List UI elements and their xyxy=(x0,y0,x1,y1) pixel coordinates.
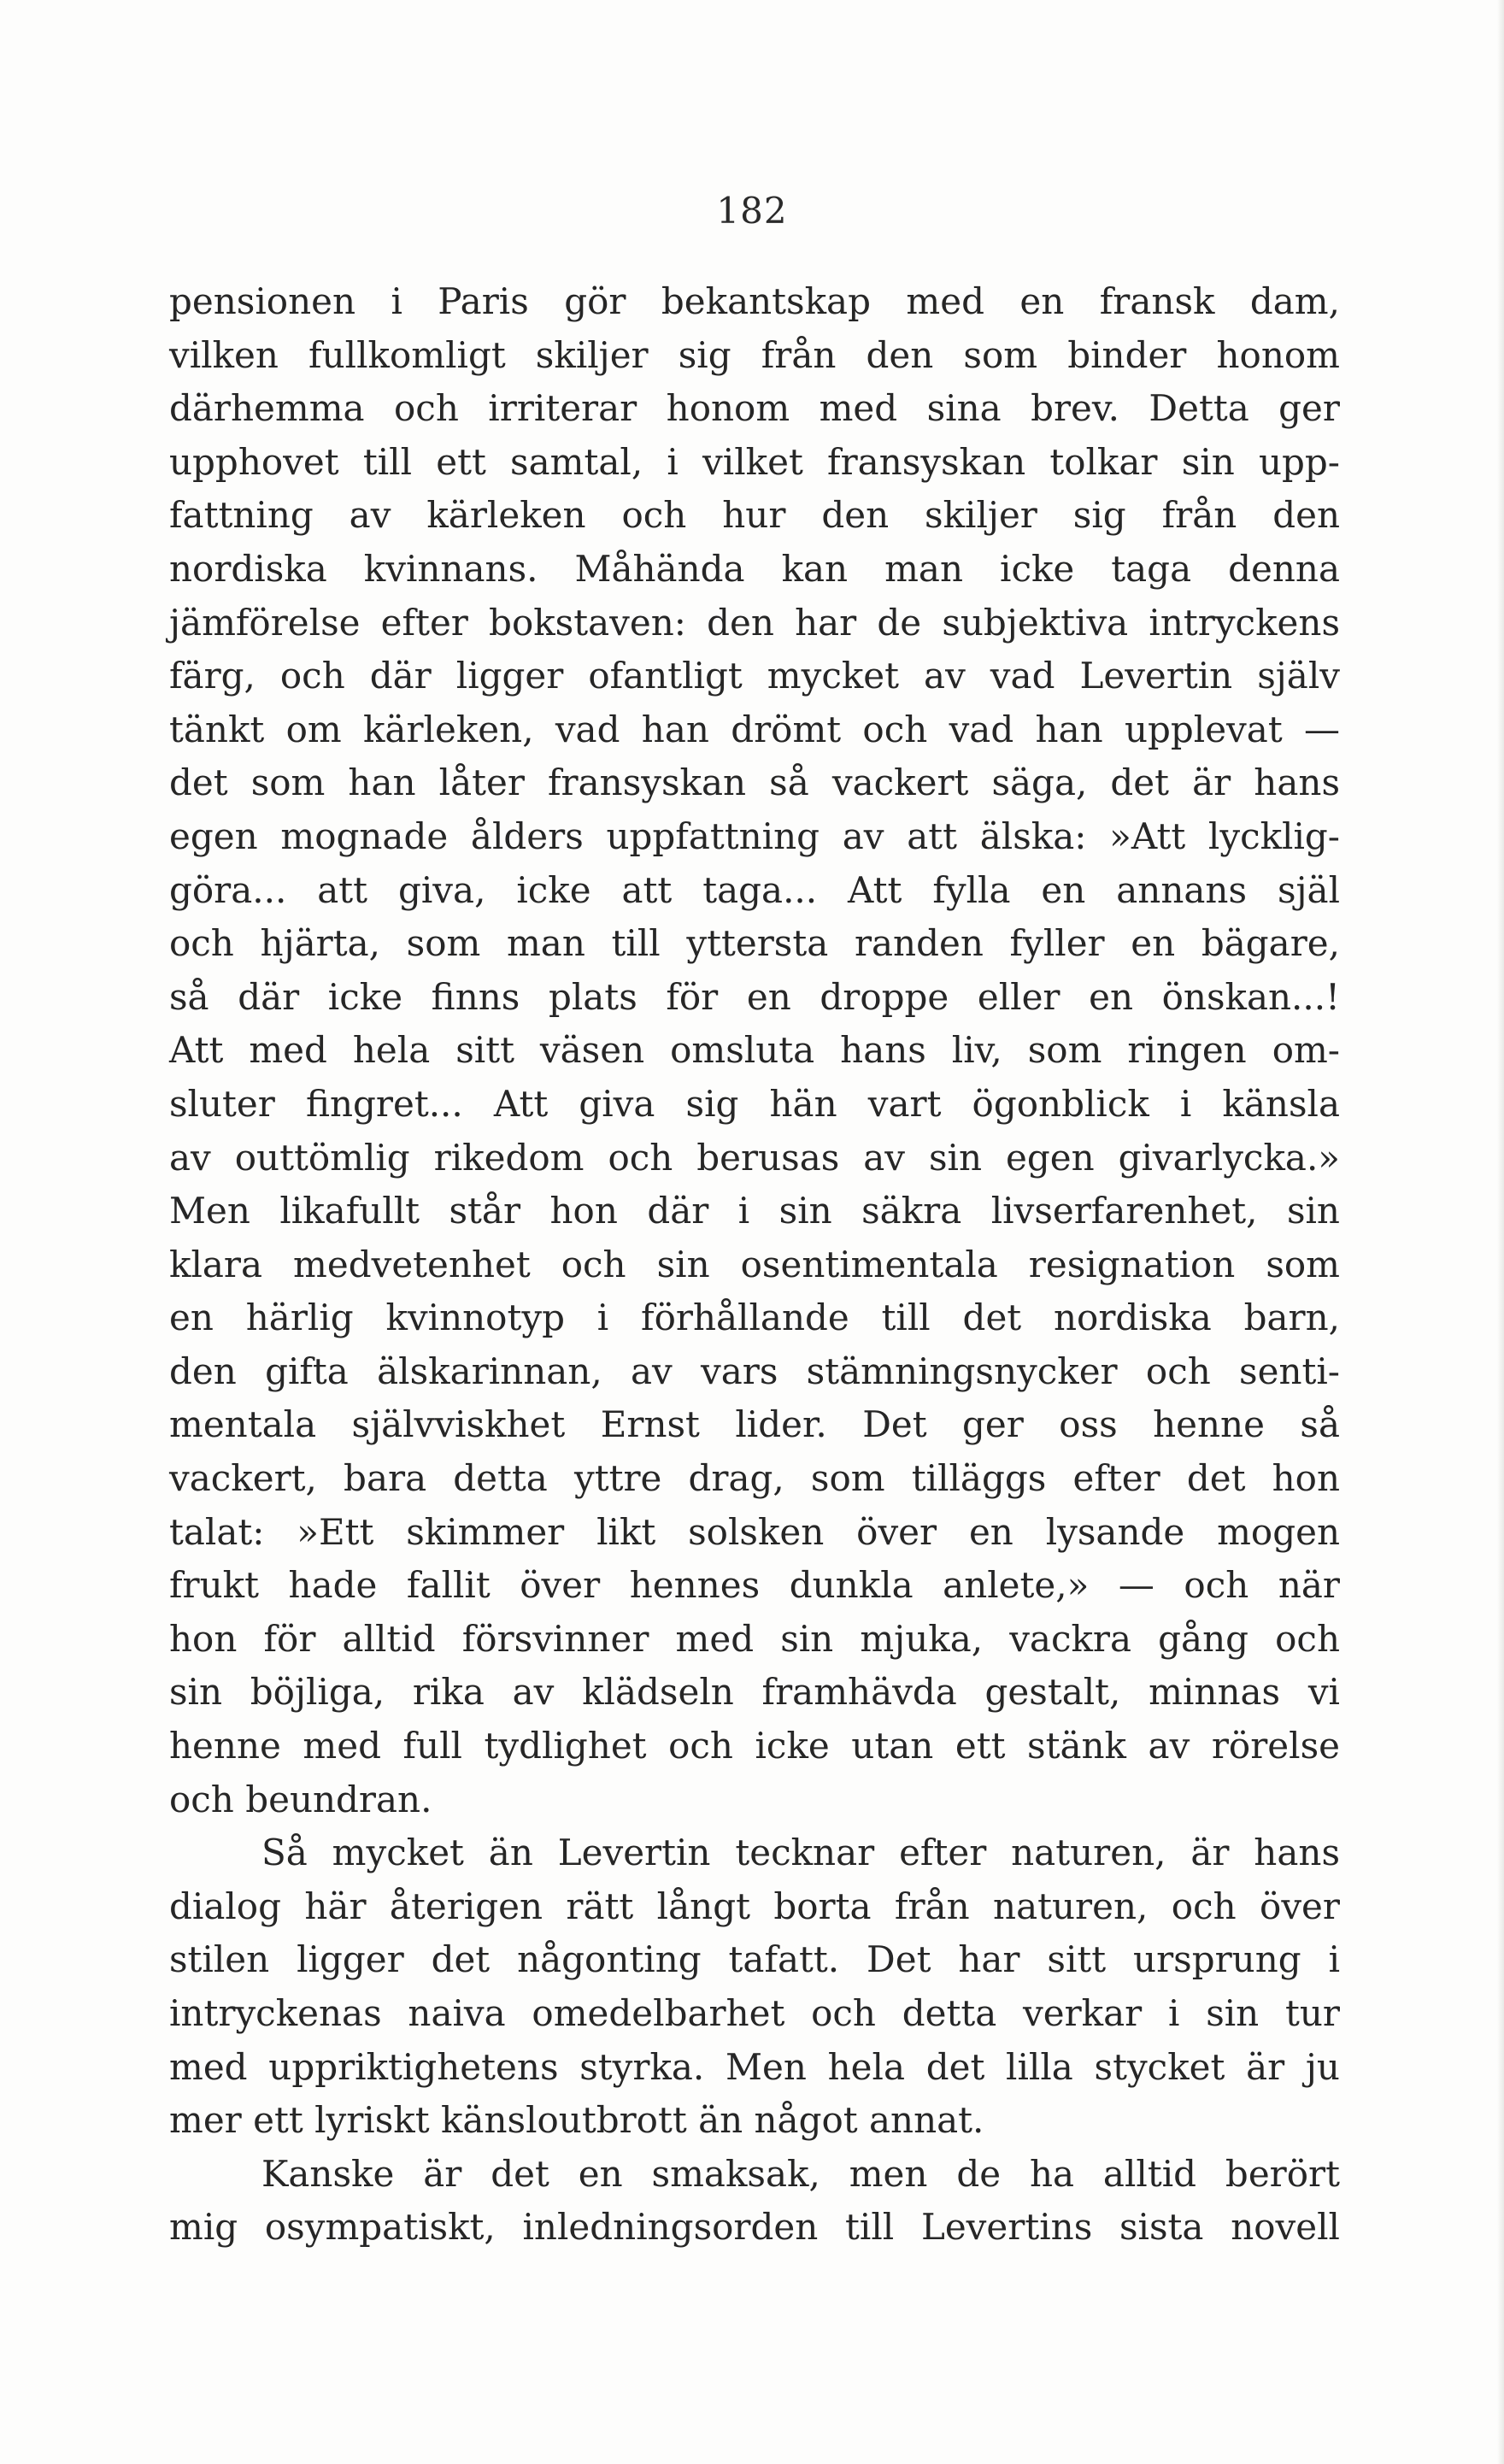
text-line: henne med full tydlighet och icke utan ett stänk av rörelse xyxy=(169,1725,1340,1767)
text-line: sin böjliga, rika av klädseln framhävda gestalt, minnas vi xyxy=(169,1671,1340,1714)
text-line: upphovet till ett samtal, i vilket fransyskan tolkar sin upp- xyxy=(169,440,1340,483)
text-line: frukt hade fallit över hennes dunkla anlete,» — och när xyxy=(169,1564,1340,1607)
text-line: färg, och där ligger ofantligt mycket av vad Levertin själv xyxy=(169,655,1340,697)
body-text xyxy=(169,275,1340,2255)
text-line: klara medvetenhet och sin osentimentala resignation som xyxy=(169,1243,1340,1285)
text-line: sluter fingret... Att giva sig hän vart ögonblick i känsla xyxy=(169,1082,1340,1125)
text-line: göra... att giva, icke att taga... Att fylla en annans själ xyxy=(169,868,1340,911)
text-line: dialog här återigen rätt långt borta från naturen, och över xyxy=(169,1885,1340,1927)
text-line: Men likafullt står hon där i sin säkra livserfarenhet, sin xyxy=(169,1190,1340,1232)
text-line: stilen ligger det någonting tafatt. Det har sitt ursprung i xyxy=(169,1938,1340,1981)
text-line: mentala självviskhet Ernst lider. Det ger oss henne så xyxy=(169,1403,1340,1446)
text-line: vilken fullkomligt skiljer sig från den som binder honom xyxy=(169,333,1340,376)
text-line: fattning av kärleken och hur den skiljer sig från den xyxy=(169,494,1340,537)
page-number: 182 xyxy=(716,190,788,232)
text-line: mer ett lyriskt känsloutbrott än något annat. xyxy=(169,2099,984,2142)
text-line: intryckenas naiva omedelbarhet och detta verkar i sin tur xyxy=(169,1992,1340,2034)
paragraph-start-line: Kanske är det en smaksak, men de ha alltid berört xyxy=(261,2152,1340,2195)
text-line: mig osympatiskt, inledningsorden till Levertins sista novell xyxy=(169,2206,1340,2249)
text-line: av outtömlig rikedom och berusas av sin egen givarlycka.» xyxy=(169,1136,1340,1179)
text-line: så där icke finns plats för en droppe eller en önskan...! xyxy=(169,975,1340,1018)
text-line: nordiska kvinnans. Måhända kan man icke taga denna xyxy=(169,547,1340,590)
text-line: med uppriktighetens styrka. Men hela det lilla stycket är ju xyxy=(169,2045,1340,2088)
text-line: och hjärta, som man till yttersta randen fyller en bägare, xyxy=(169,922,1340,965)
text-line: en härlig kvinnotyp i förhållande till det nordiska barn, xyxy=(169,1297,1340,1339)
paragraph-start-line: Så mycket än Levertin tecknar efter naturen, är hans xyxy=(261,1832,1340,1874)
text-line: och beundran. xyxy=(169,1778,432,1820)
text-line: vackert, bara detta yttre drag, som tilläggs efter det hon xyxy=(169,1457,1340,1500)
page-edge-shadow xyxy=(1497,0,1504,2464)
text-line: därhemma och irriterar honom med sina brev. Detta ger xyxy=(169,387,1340,430)
text-line: hon för alltid försvinner med sin mjuka, vackra gång och xyxy=(169,1617,1340,1660)
text-line: pensionen i Paris gör bekantskap med en fransk dam, xyxy=(169,280,1340,322)
text-line: jämförelse efter bokstaven: den har de subjektiva intryckens xyxy=(169,601,1340,644)
text-line: det som han låter fransyskan så vackert säga, det är hans xyxy=(169,762,1340,804)
text-line: egen mognade ålders uppfattning av att älska: »Att lycklig- xyxy=(169,814,1340,857)
text-line: Att med hela sitt väsen omsluta hans liv, som ringen om- xyxy=(169,1029,1340,1072)
text-line: tänkt om kärleken, vad han drömt och vad han upplevat — xyxy=(169,708,1340,750)
text-line: talat: »Ett skimmer likt solsken över en lysande mogen xyxy=(169,1510,1340,1553)
text-line: den gifta älskarinnan, av vars stämningsnycker och senti- xyxy=(169,1350,1340,1392)
